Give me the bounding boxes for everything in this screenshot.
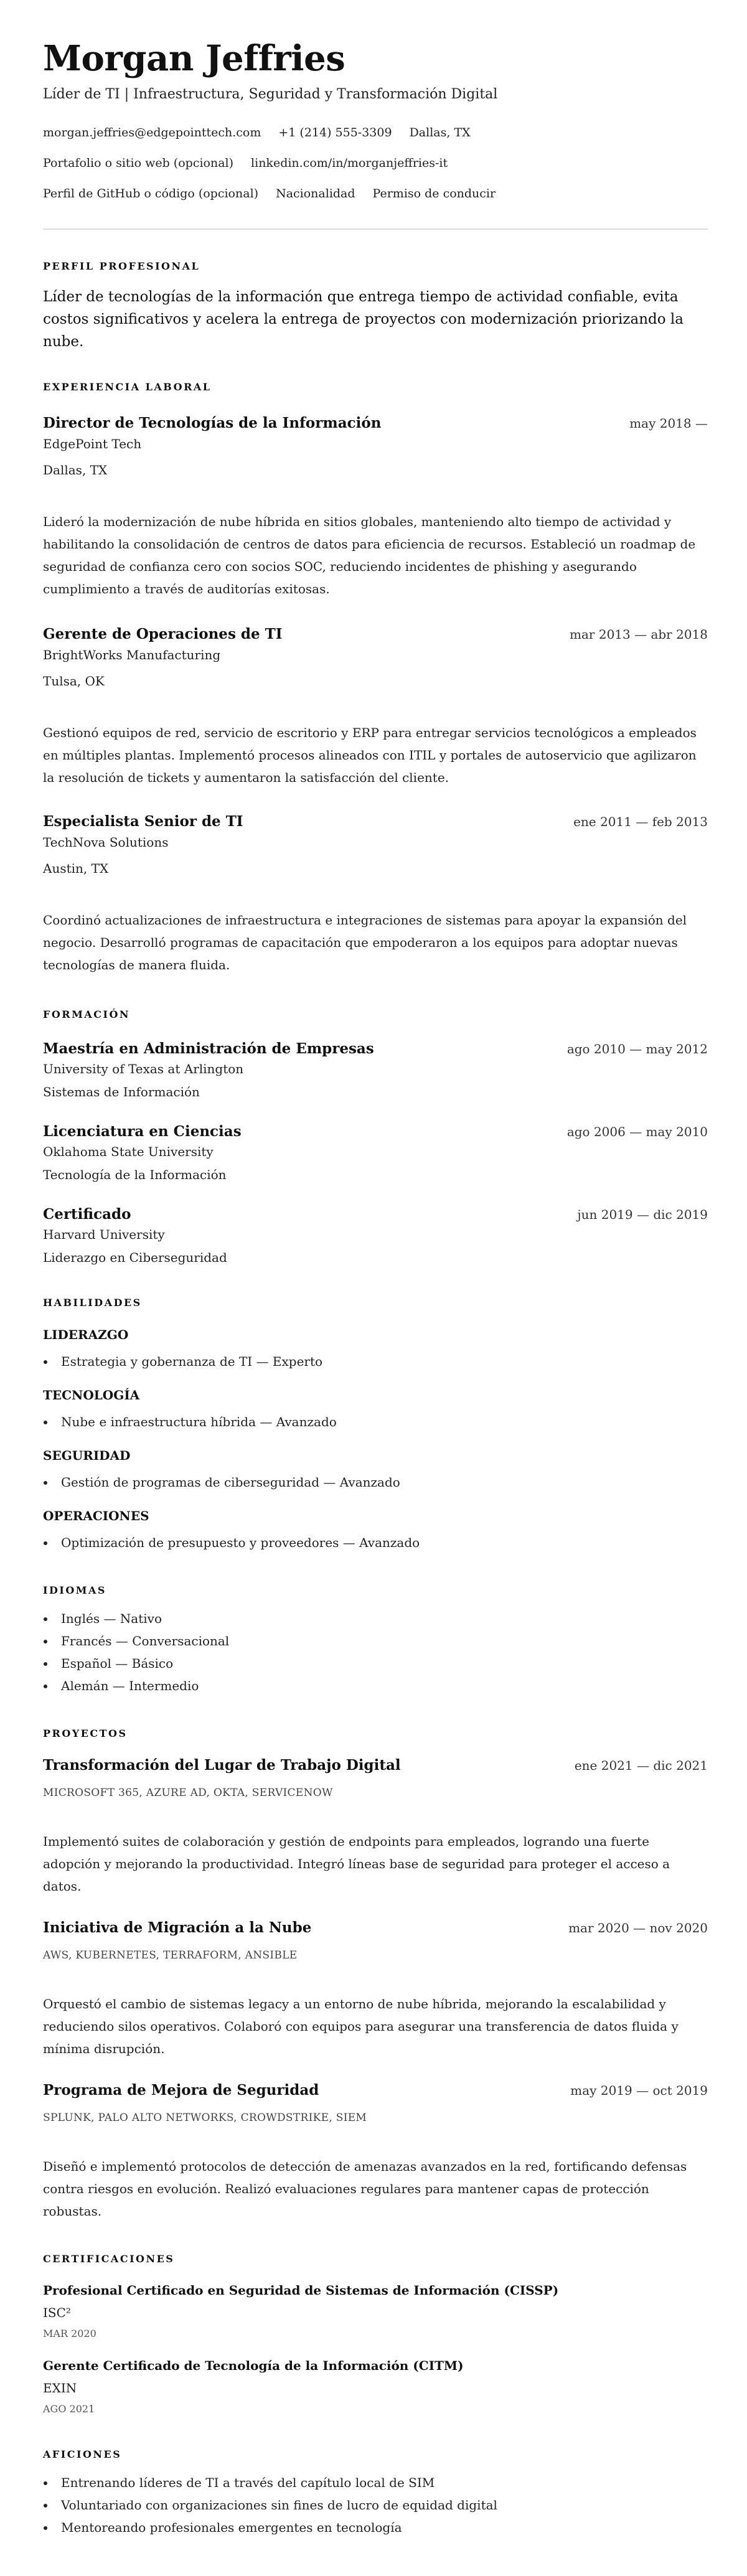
hobbies-section: [43, 2447, 708, 2539]
job-company: TechNova Solutions: [43, 835, 169, 850]
skill-item: Optimización de presupuesto y proveedores — Avanzado: [43, 1533, 708, 1552]
summary-section: [43, 259, 708, 353]
projects-section: [43, 1726, 708, 2222]
skill-group-name: TECNOLOGÍA: [43, 1388, 140, 1403]
job-title: Especialista Senior de TI: [43, 813, 243, 830]
skill-group-name: LIDERAZGO: [43, 1327, 129, 1342]
candidate-name: Morgan Jeffries: [43, 38, 345, 79]
contact-nationality: Nacionalidad: [276, 187, 355, 200]
hobby-item: Entrenando líderes de TI a través del capítulo local de SIM: [43, 2471, 708, 2494]
contact-github[interactable]: Perfil de GitHub o código (opcional): [43, 187, 259, 200]
job-description: Lideró la modernización de nube híbrida en sitios globales, manteniendo alto tiempo de actividad y habilitando la consolidación de centros de datos para eficiencia de recursos. Estableció un roadmap de seguridad de confianza cero con socios SOC, reduciendo incidentes de phishing y asegurando cumplimiento a través de auditorías exitosas.: [43, 514, 696, 596]
certification-date: AGO 2021: [43, 2403, 95, 2415]
degree-title: Maestría en Administración de Empresas: [43, 1040, 374, 1057]
skill-item: Nube e infraestructura híbrida — Avanzado: [43, 1413, 708, 1431]
section-heading: PROYECTOS: [43, 1728, 128, 1739]
education-entry: [43, 1039, 708, 1101]
certification-issuer: ISC²: [43, 2305, 71, 2320]
education-entry: [43, 1205, 708, 1267]
hobby-item: Voluntariado con organizaciones sin fines de lucro de equidad digital: [43, 2494, 708, 2516]
job-location: Austin, TX: [43, 861, 109, 876]
contact-row: [43, 123, 708, 142]
education-entry: [43, 1122, 708, 1184]
skill-group: [43, 1507, 708, 1552]
job-location: Dallas, TX: [43, 463, 108, 477]
skill-group-name: OPERACIONES: [43, 1508, 149, 1523]
project-title: Programa de Mejora de Seguridad: [43, 2082, 319, 2099]
project-entry: [43, 1756, 708, 1897]
job-title: Gerente de Operaciones de TI: [43, 626, 283, 642]
job-location: Tulsa, OK: [43, 674, 105, 689]
education-section: [43, 1007, 708, 1267]
contact-row: [43, 184, 708, 203]
project-entry: [43, 2080, 708, 2222]
project-title: Transformación del Lugar de Trabajo Digital: [43, 1757, 401, 1774]
job-dates: mar 2013 — abr 2018: [570, 627, 708, 642]
project-tech-stack: MICROSOFT 365, AZURE AD, OKTA, SERVICENOW: [43, 1787, 333, 1799]
section-heading: AFICIONES: [43, 2448, 122, 2460]
language-item: Francés — Conversacional: [43, 1630, 708, 1652]
contact-email[interactable]: morgan.jeffries@edgepointtech.com: [43, 126, 261, 139]
project-tech-stack: AWS, KUBERNETES, TERRAFORM, ANSIBLE: [43, 1949, 298, 1962]
section-heading: IDIOMAS: [43, 1584, 106, 1596]
experience-section: [43, 380, 708, 976]
project-title: Iniciativa de Migración a la Nube: [43, 1919, 312, 1936]
skill-group: [43, 1386, 708, 1431]
contact-location: Dallas, TX: [409, 126, 471, 139]
field-of-study: Tecnología de la Información: [43, 1167, 227, 1182]
institution: Oklahoma State University: [43, 1144, 214, 1159]
skills-section: [43, 1295, 708, 1552]
contact-row: [43, 154, 708, 172]
hobby-item: Mentoreando profesionales emergentes en tecnología: [43, 2516, 708, 2539]
job-entry: [43, 812, 708, 976]
skill-group: [43, 1447, 708, 1492]
section-heading: FORMACIÓN: [43, 1008, 130, 1020]
section-heading: CERTIFICACIONES: [43, 2253, 175, 2265]
certifications-section: [43, 2252, 708, 2416]
job-company: BrightWorks Manufacturing: [43, 647, 221, 662]
project-dates: ene 2021 — dic 2021: [574, 1758, 708, 1773]
resume-header: [43, 39, 708, 203]
certification-title: Gerente Certificado de Tecnología de la Información (CITM): [43, 2358, 464, 2373]
institution: Harvard University: [43, 1227, 165, 1242]
project-description: Orquestó el cambio de sistemas legacy a un entorno de nube híbrida, mejorando la escalabilidad y reduciendo silos operativos. Colaboró con equipos para asegurar una transferencia de datos fluida y mínima disrupción.: [43, 1996, 679, 2056]
summary-text: Líder de tecnologías de la información que entrega tiempo de actividad confiable, evita costos significativos y acelera la entrega de proyectos con modernización priorizando la nube.: [43, 289, 684, 350]
header-divider: [43, 228, 708, 230]
education-dates: jun 2019 — dic 2019: [577, 1207, 708, 1222]
education-dates: ago 2010 — may 2012: [566, 1041, 708, 1056]
job-company: EdgePoint Tech: [43, 436, 142, 451]
language-item: Alemán — Intermedio: [43, 1675, 708, 1697]
institution: University of Texas at Arlington: [43, 1061, 244, 1076]
contact-driving-license: Permiso de conducir: [372, 187, 496, 200]
candidate-headline: Líder de TI | Infraestructura, Seguridad y Transformación Digital: [43, 87, 498, 102]
certification-date: MAR 2020: [43, 2328, 96, 2339]
degree-title: Licenciatura en Ciencias: [43, 1123, 242, 1140]
project-entry: [43, 1918, 708, 2060]
certification-issuer: EXIN: [43, 2381, 77, 2395]
skill-item: Gestión de programas de ciberseguridad — Avanzado: [43, 1473, 708, 1492]
skill-item: Estrategia y gobernanza de TI — Experto: [43, 1352, 708, 1371]
project-dates: may 2019 — oct 2019: [570, 2083, 708, 2098]
project-description: Diseñó e implementó protocolos de detección de amenazas avanzados en la red, fortificando defensas contra riesgos en evolución. Realizó evaluaciones regulares para mantener capas de protección robustas.: [43, 2159, 687, 2219]
project-description: Implementó suites de colaboración y gestión de endpoints para empleados, logrando una fuerte adopción y mejorando la productividad. Integró líneas base de seguridad para proteger el acceso a datos.: [43, 1834, 670, 1894]
contact-linkedin[interactable]: linkedin.com/in/morganjeffries-it: [251, 156, 448, 170]
certification-entry: [43, 2282, 708, 2341]
project-tech-stack: SPLUNK, PALO ALTO NETWORKS, CROWDSTRIKE, SIEM: [43, 2112, 367, 2124]
section-heading: PERFIL PROFESIONAL: [43, 260, 200, 272]
education-dates: ago 2006 — may 2010: [566, 1124, 708, 1139]
field-of-study: Liderazgo en Ciberseguridad: [43, 1250, 227, 1265]
job-dates: ene 2011 — feb 2013: [573, 814, 708, 829]
certification-title: Profesional Certificado en Seguridad de Sistemas de Información (CISSP): [43, 2283, 559, 2298]
skill-group: [43, 1326, 708, 1371]
job-entry: [43, 624, 708, 789]
job-description: Gestionó equipos de red, servicio de escritorio y ERP para entregar servicios tecnológicos a empleados en múltiples plantas. Implementó procesos alineados con ITIL y portales de autoservicio que agilizaron la resolución de tickets y aumentaron la satisfacción del cliente.: [43, 725, 697, 785]
certification-entry: [43, 2357, 708, 2416]
section-heading: EXPERIENCIA LABORAL: [43, 381, 212, 393]
section-heading: HABILIDADES: [43, 1297, 142, 1309]
project-dates: mar 2020 — nov 2020: [568, 1920, 708, 1935]
job-entry: [43, 413, 708, 600]
languages-section: [43, 1583, 708, 1697]
language-item: Español — Básico: [43, 1652, 708, 1675]
contact-phone[interactable]: +1 (214) 555-3309: [278, 126, 392, 139]
language-item: Inglés — Nativo: [43, 1607, 708, 1630]
field-of-study: Sistemas de Información: [43, 1084, 200, 1099]
job-title: Director de Tecnologías de la Información: [43, 415, 382, 431]
skill-group-name: SEGURIDAD: [43, 1448, 131, 1463]
job-dates: may 2018 —: [629, 416, 708, 431]
contact-portfolio[interactable]: Portafolio o sitio web (opcional): [43, 156, 234, 170]
job-description: Coordinó actualizaciones de infraestructura e integraciones de sistemas para apoyar la expansión del negocio. Desarrolló programas de capacitación que empoderaron a los equipos para adoptar nuevas tecnologías de manera fluida.: [43, 913, 687, 972]
degree-title: Certificado: [43, 1206, 131, 1223]
